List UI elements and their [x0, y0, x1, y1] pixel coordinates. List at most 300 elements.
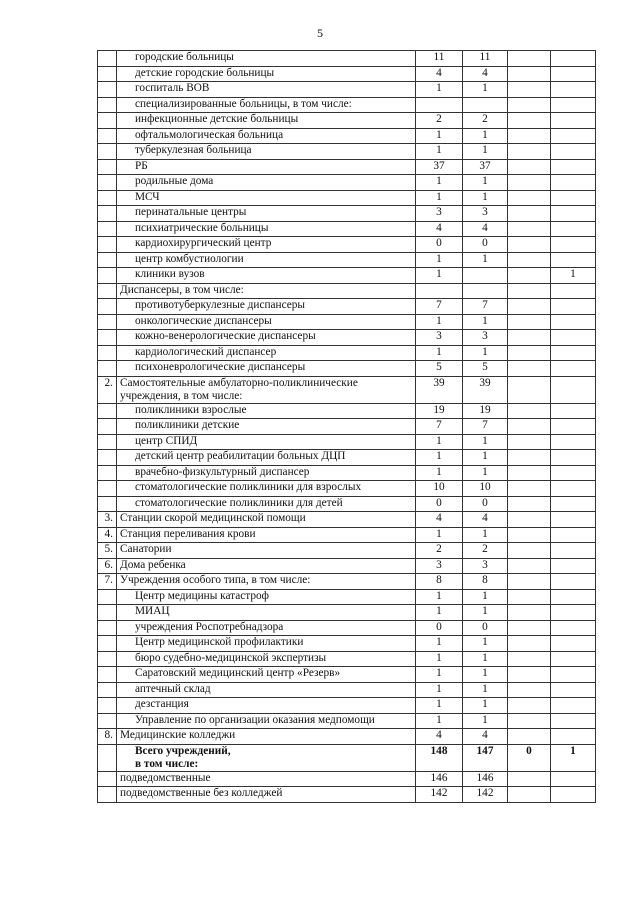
institution-name-cell: поликлиники детские	[117, 419, 416, 435]
count-col3-cell	[508, 450, 551, 466]
table-row	[98, 729, 596, 745]
total-count-cell: 1	[416, 667, 463, 683]
total-count-cell: 142	[416, 787, 463, 803]
total-count-cell: 5	[416, 361, 463, 377]
row-number-cell	[98, 113, 117, 129]
institution-name-cell: стоматологические поликлиники для детей	[117, 496, 416, 512]
count-col2-cell	[463, 268, 508, 284]
table-row	[98, 620, 596, 636]
count-col3-cell	[508, 787, 551, 803]
total-count-cell: 1	[416, 252, 463, 268]
institution-name-cell: онкологические диспансеры	[117, 314, 416, 330]
institution-name-cell: детский центр реабилитации больных ДЦП	[117, 450, 416, 466]
row-number-cell	[98, 589, 117, 605]
total-count-cell: 1	[416, 589, 463, 605]
table-row	[98, 771, 596, 787]
total-count-cell: 1	[416, 698, 463, 714]
count-col2-cell: 1	[463, 345, 508, 361]
count-col2-cell: 39	[463, 376, 508, 403]
institution-name-cell: перинатальные центры	[117, 206, 416, 222]
total-count-cell: 3	[416, 558, 463, 574]
institution-name-cell: психоневрологические диспансеры	[117, 361, 416, 377]
row-number-cell	[98, 403, 117, 419]
count-col3-cell	[508, 636, 551, 652]
row-number-cell: 2.	[98, 376, 117, 403]
count-col2-cell: 19	[463, 403, 508, 419]
table-row	[98, 419, 596, 435]
table-row	[98, 299, 596, 315]
row-number-cell	[98, 190, 117, 206]
row-number-cell: 7.	[98, 574, 117, 590]
count-col2-cell: 1	[463, 636, 508, 652]
table-row	[98, 190, 596, 206]
count-col3-cell	[508, 361, 551, 377]
table-row	[98, 206, 596, 222]
table-row	[98, 434, 596, 450]
institution-name-cell: Центр медицинской профилактики	[117, 636, 416, 652]
count-col2-cell: 10	[463, 481, 508, 497]
row-number-cell	[98, 128, 117, 144]
count-col2-cell: 1	[463, 651, 508, 667]
count-col4-cell	[551, 589, 596, 605]
count-col3-cell	[508, 682, 551, 698]
count-col2-cell: 146	[463, 771, 508, 787]
total-count-cell: 1	[416, 465, 463, 481]
total-count-cell: 7	[416, 419, 463, 435]
count-col3-cell	[508, 113, 551, 129]
count-col4-cell	[551, 159, 596, 175]
count-col2-cell: 1	[463, 527, 508, 543]
total-count-cell: 4	[416, 221, 463, 237]
count-col4-cell	[551, 361, 596, 377]
total-count-cell: 1	[416, 713, 463, 729]
table-row	[98, 651, 596, 667]
institution-name-cell: центр комбустиологии	[117, 252, 416, 268]
count-col2-cell: 1	[463, 252, 508, 268]
count-col4-cell	[551, 450, 596, 466]
count-col2-cell: 4	[463, 221, 508, 237]
count-col2-cell: 0	[463, 496, 508, 512]
count-col2-cell: 2	[463, 113, 508, 129]
count-col3-cell	[508, 512, 551, 528]
institution-name-cell: городские больницы	[117, 51, 416, 67]
count-col4-cell	[551, 481, 596, 497]
count-col2-cell: 1	[463, 713, 508, 729]
institution-name-cell: дезстанция	[117, 698, 416, 714]
institution-name-cell: подведомственные	[117, 771, 416, 787]
total-count-cell: 1	[416, 268, 463, 284]
row-number-cell	[98, 361, 117, 377]
count-col4-cell	[551, 419, 596, 435]
page-number: 5	[317, 26, 323, 40]
count-col3-cell	[508, 434, 551, 450]
count-col4-cell	[551, 465, 596, 481]
row-number-cell: 4.	[98, 527, 117, 543]
count-col2-cell: 1	[463, 698, 508, 714]
count-col4-cell	[551, 698, 596, 714]
table-row	[98, 787, 596, 803]
table-row	[98, 481, 596, 497]
count-col3-cell	[508, 527, 551, 543]
institution-name-cell: Медицинские колледжи	[117, 729, 416, 745]
institution-name-cell: Управление по организации оказания медпомощи	[117, 713, 416, 729]
row-number-cell	[98, 221, 117, 237]
total-count-cell: 1	[416, 82, 463, 98]
total-count-cell: 146	[416, 771, 463, 787]
institution-name-cell: противотуберкулезные диспансеры	[117, 299, 416, 315]
table-row	[98, 175, 596, 191]
institution-name-cell: госпиталь ВОВ	[117, 82, 416, 98]
count-col4-cell	[551, 620, 596, 636]
total-count-cell: 4	[416, 729, 463, 745]
row-number-cell	[98, 713, 117, 729]
count-col3-cell	[508, 66, 551, 82]
institution-name-cell: Саратовский медицинский центр «Резерв»	[117, 667, 416, 683]
row-number-cell	[98, 97, 117, 113]
table-row	[98, 558, 596, 574]
total-count-cell: 0	[416, 496, 463, 512]
count-col2-cell: 0	[463, 620, 508, 636]
count-col2-cell: 11	[463, 51, 508, 67]
table-row	[98, 543, 596, 559]
count-col3-cell	[508, 713, 551, 729]
table-row	[98, 113, 596, 129]
row-number-cell	[98, 252, 117, 268]
count-col3-cell	[508, 237, 551, 253]
table-row	[98, 144, 596, 160]
count-col4-cell	[551, 206, 596, 222]
institution-name-cell: Центр медицины катастроф	[117, 589, 416, 605]
total-count-cell: 1	[416, 450, 463, 466]
count-col3-cell	[508, 496, 551, 512]
count-col2-cell: 1	[463, 128, 508, 144]
table-row	[98, 237, 596, 253]
row-number-cell	[98, 51, 117, 67]
count-col3-cell	[508, 543, 551, 559]
row-number-cell	[98, 175, 117, 191]
total-count-cell: 1	[416, 605, 463, 621]
total-count-cell: 1	[416, 175, 463, 191]
count-col2-cell: 1	[463, 434, 508, 450]
count-col3-cell	[508, 206, 551, 222]
count-col2-cell: 3	[463, 558, 508, 574]
row-number-cell	[98, 744, 117, 771]
count-col4-cell	[551, 82, 596, 98]
count-col4-cell	[551, 175, 596, 191]
institution-name-cell: кардиологический диспансер	[117, 345, 416, 361]
row-number-cell	[98, 419, 117, 435]
count-col2-cell: 5	[463, 361, 508, 377]
count-col4-cell	[551, 345, 596, 361]
total-count-cell: 1	[416, 636, 463, 652]
table-row	[98, 403, 596, 419]
institution-name-cell: кожно-венерологические диспансеры	[117, 330, 416, 346]
count-col3-cell	[508, 667, 551, 683]
institution-name-cell: Диспансеры, в том числе:	[117, 283, 416, 299]
count-col3-cell	[508, 605, 551, 621]
table-row	[98, 682, 596, 698]
row-number-cell	[98, 787, 117, 803]
row-number-cell	[98, 605, 117, 621]
institution-name-cell: бюро судебно-медицинской экспертизы	[117, 651, 416, 667]
count-col4-cell	[551, 574, 596, 590]
count-col2-cell: 1	[463, 605, 508, 621]
total-count-cell: 3	[416, 206, 463, 222]
count-col2-cell: 1	[463, 190, 508, 206]
total-count-cell: 1	[416, 144, 463, 160]
institution-name-cell: Дома ребенка	[117, 558, 416, 574]
total-count-cell: 1	[416, 651, 463, 667]
count-col3-cell	[508, 144, 551, 160]
row-number-cell	[98, 465, 117, 481]
count-col4-cell	[551, 496, 596, 512]
institution-name-cell: Всего учреждений, в том числе:	[117, 744, 416, 771]
row-number-cell	[98, 237, 117, 253]
table-row	[98, 268, 596, 284]
count-col3-cell	[508, 558, 551, 574]
count-col4-cell	[551, 605, 596, 621]
total-count-cell: 1	[416, 682, 463, 698]
total-count-cell: 4	[416, 512, 463, 528]
row-number-cell	[98, 268, 117, 284]
count-col4-cell: 1	[551, 268, 596, 284]
row-number-cell	[98, 682, 117, 698]
count-col4-cell	[551, 283, 596, 299]
count-col3-cell	[508, 376, 551, 403]
count-col3-cell: 0	[508, 744, 551, 771]
institution-name-cell: детские городские больницы	[117, 66, 416, 82]
table-row	[98, 589, 596, 605]
table-row	[98, 128, 596, 144]
count-col2-cell: 8	[463, 574, 508, 590]
table-row	[98, 527, 596, 543]
count-col3-cell	[508, 128, 551, 144]
institution-name-cell: туберкулезная больница	[117, 144, 416, 160]
count-col3-cell	[508, 403, 551, 419]
total-count-cell: 1	[416, 527, 463, 543]
count-col2-cell	[463, 283, 508, 299]
count-col3-cell	[508, 82, 551, 98]
count-col4-cell	[551, 636, 596, 652]
table-row	[98, 636, 596, 652]
table-row	[98, 159, 596, 175]
count-col4-cell	[551, 128, 596, 144]
count-col3-cell	[508, 252, 551, 268]
institution-name-cell: кардиохирургический центр	[117, 237, 416, 253]
total-count-cell: 10	[416, 481, 463, 497]
row-number-cell: 8.	[98, 729, 117, 745]
total-count-cell: 4	[416, 66, 463, 82]
count-col4-cell	[551, 376, 596, 403]
count-col3-cell	[508, 283, 551, 299]
count-col4-cell	[551, 403, 596, 419]
row-number-cell	[98, 345, 117, 361]
count-col2-cell: 1	[463, 175, 508, 191]
table-row	[98, 283, 596, 299]
total-count-cell: 11	[416, 51, 463, 67]
institution-name-cell: клиники вузов	[117, 268, 416, 284]
count-col2-cell: 7	[463, 299, 508, 315]
count-col2-cell: 4	[463, 512, 508, 528]
row-number-cell	[98, 698, 117, 714]
row-number-cell	[98, 206, 117, 222]
count-col3-cell	[508, 159, 551, 175]
institution-name-cell: Станция переливания крови	[117, 527, 416, 543]
count-col4-cell	[551, 667, 596, 683]
count-col2-cell: 1	[463, 589, 508, 605]
count-col3-cell	[508, 465, 551, 481]
count-col4-cell	[551, 527, 596, 543]
table-row	[98, 376, 596, 403]
table-row	[98, 713, 596, 729]
institution-name-cell: Учреждения особого типа, в том числе:	[117, 574, 416, 590]
count-col3-cell	[508, 771, 551, 787]
count-col3-cell	[508, 651, 551, 667]
table-row	[98, 605, 596, 621]
count-col3-cell	[508, 574, 551, 590]
institution-name-cell: РБ	[117, 159, 416, 175]
count-col3-cell	[508, 620, 551, 636]
count-col4-cell	[551, 221, 596, 237]
table-row	[98, 667, 596, 683]
count-col2-cell: 2	[463, 543, 508, 559]
institution-name-cell: психиатрические больницы	[117, 221, 416, 237]
count-col3-cell	[508, 481, 551, 497]
count-col4-cell	[551, 729, 596, 745]
table-row	[98, 97, 596, 113]
table-row	[98, 252, 596, 268]
table-row	[98, 698, 596, 714]
count-col4-cell	[551, 66, 596, 82]
total-count-cell: 1	[416, 345, 463, 361]
count-col2-cell: 147	[463, 744, 508, 771]
row-number-cell	[98, 330, 117, 346]
institution-name-cell: родильные дома	[117, 175, 416, 191]
institution-name-cell: стоматологические поликлиники для взрослых	[117, 481, 416, 497]
institution-name-cell: врачебно-физкультурный диспансер	[117, 465, 416, 481]
total-count-cell: 8	[416, 574, 463, 590]
total-count-cell: 2	[416, 113, 463, 129]
total-count-cell: 0	[416, 237, 463, 253]
count-col3-cell	[508, 589, 551, 605]
row-number-cell	[98, 771, 117, 787]
row-number-cell	[98, 651, 117, 667]
table-row	[98, 66, 596, 82]
count-col2-cell: 4	[463, 729, 508, 745]
row-number-cell	[98, 620, 117, 636]
count-col3-cell	[508, 698, 551, 714]
table-row	[98, 744, 596, 771]
total-count-cell	[416, 97, 463, 113]
count-col4-cell	[551, 512, 596, 528]
count-col2-cell: 37	[463, 159, 508, 175]
count-col2-cell: 1	[463, 314, 508, 330]
count-col4-cell	[551, 113, 596, 129]
institution-name-cell: аптечный склад	[117, 682, 416, 698]
table-row	[98, 512, 596, 528]
row-number-cell	[98, 144, 117, 160]
total-count-cell: 1	[416, 434, 463, 450]
row-number-cell	[98, 434, 117, 450]
count-col3-cell	[508, 345, 551, 361]
count-col2-cell: 1	[463, 144, 508, 160]
table-row	[98, 496, 596, 512]
total-count-cell: 39	[416, 376, 463, 403]
count-col2-cell: 142	[463, 787, 508, 803]
count-col3-cell	[508, 299, 551, 315]
row-number-cell	[98, 299, 117, 315]
count-col4-cell	[551, 190, 596, 206]
count-col2-cell: 3	[463, 330, 508, 346]
table-row	[98, 221, 596, 237]
total-count-cell: 0	[416, 620, 463, 636]
table-row	[98, 51, 596, 67]
institution-name-cell: Самостоятельные амбулаторно-поликлинические учреждения, в том числе:	[117, 376, 416, 403]
total-count-cell: 19	[416, 403, 463, 419]
institution-name-cell: МИАЦ	[117, 605, 416, 621]
count-col3-cell	[508, 175, 551, 191]
count-col4-cell	[551, 434, 596, 450]
count-col3-cell	[508, 221, 551, 237]
count-col3-cell	[508, 419, 551, 435]
count-col3-cell	[508, 190, 551, 206]
count-col4-cell	[551, 543, 596, 559]
total-count-cell: 2	[416, 543, 463, 559]
count-col2-cell: 1	[463, 82, 508, 98]
count-col3-cell	[508, 314, 551, 330]
table-row	[98, 345, 596, 361]
count-col4-cell	[551, 97, 596, 113]
row-number-cell	[98, 159, 117, 175]
table-row	[98, 82, 596, 98]
count-col3-cell	[508, 330, 551, 346]
count-col4-cell	[551, 713, 596, 729]
institution-name-cell: учреждения Роспотребнадзора	[117, 620, 416, 636]
count-col4-cell	[551, 252, 596, 268]
table-row	[98, 330, 596, 346]
table-row	[98, 574, 596, 590]
count-col2-cell: 3	[463, 206, 508, 222]
institution-name-cell: инфекционные детские больницы	[117, 113, 416, 129]
row-number-cell: 5.	[98, 543, 117, 559]
count-col4-cell	[551, 299, 596, 315]
count-col2-cell: 1	[463, 465, 508, 481]
count-col4-cell	[551, 771, 596, 787]
count-col2-cell: 0	[463, 237, 508, 253]
count-col4-cell	[551, 651, 596, 667]
total-count-cell: 7	[416, 299, 463, 315]
row-number-cell	[98, 66, 117, 82]
count-col2-cell	[463, 97, 508, 113]
table-row	[98, 361, 596, 377]
total-count-cell: 3	[416, 330, 463, 346]
count-col4-cell: 1	[551, 744, 596, 771]
institution-name-cell: МСЧ	[117, 190, 416, 206]
institution-name-cell: специализированные больницы, в том числе:	[117, 97, 416, 113]
institution-name-cell: поликлиники взрослые	[117, 403, 416, 419]
total-count-cell: 37	[416, 159, 463, 175]
row-number-cell: 3.	[98, 512, 117, 528]
institutions-table	[97, 50, 596, 803]
count-col4-cell	[551, 558, 596, 574]
total-count-cell: 1	[416, 190, 463, 206]
row-number-cell	[98, 314, 117, 330]
table-row	[98, 314, 596, 330]
row-number-cell	[98, 283, 117, 299]
count-col2-cell: 1	[463, 667, 508, 683]
row-number-cell	[98, 667, 117, 683]
institution-name-cell: офтальмологическая больница	[117, 128, 416, 144]
